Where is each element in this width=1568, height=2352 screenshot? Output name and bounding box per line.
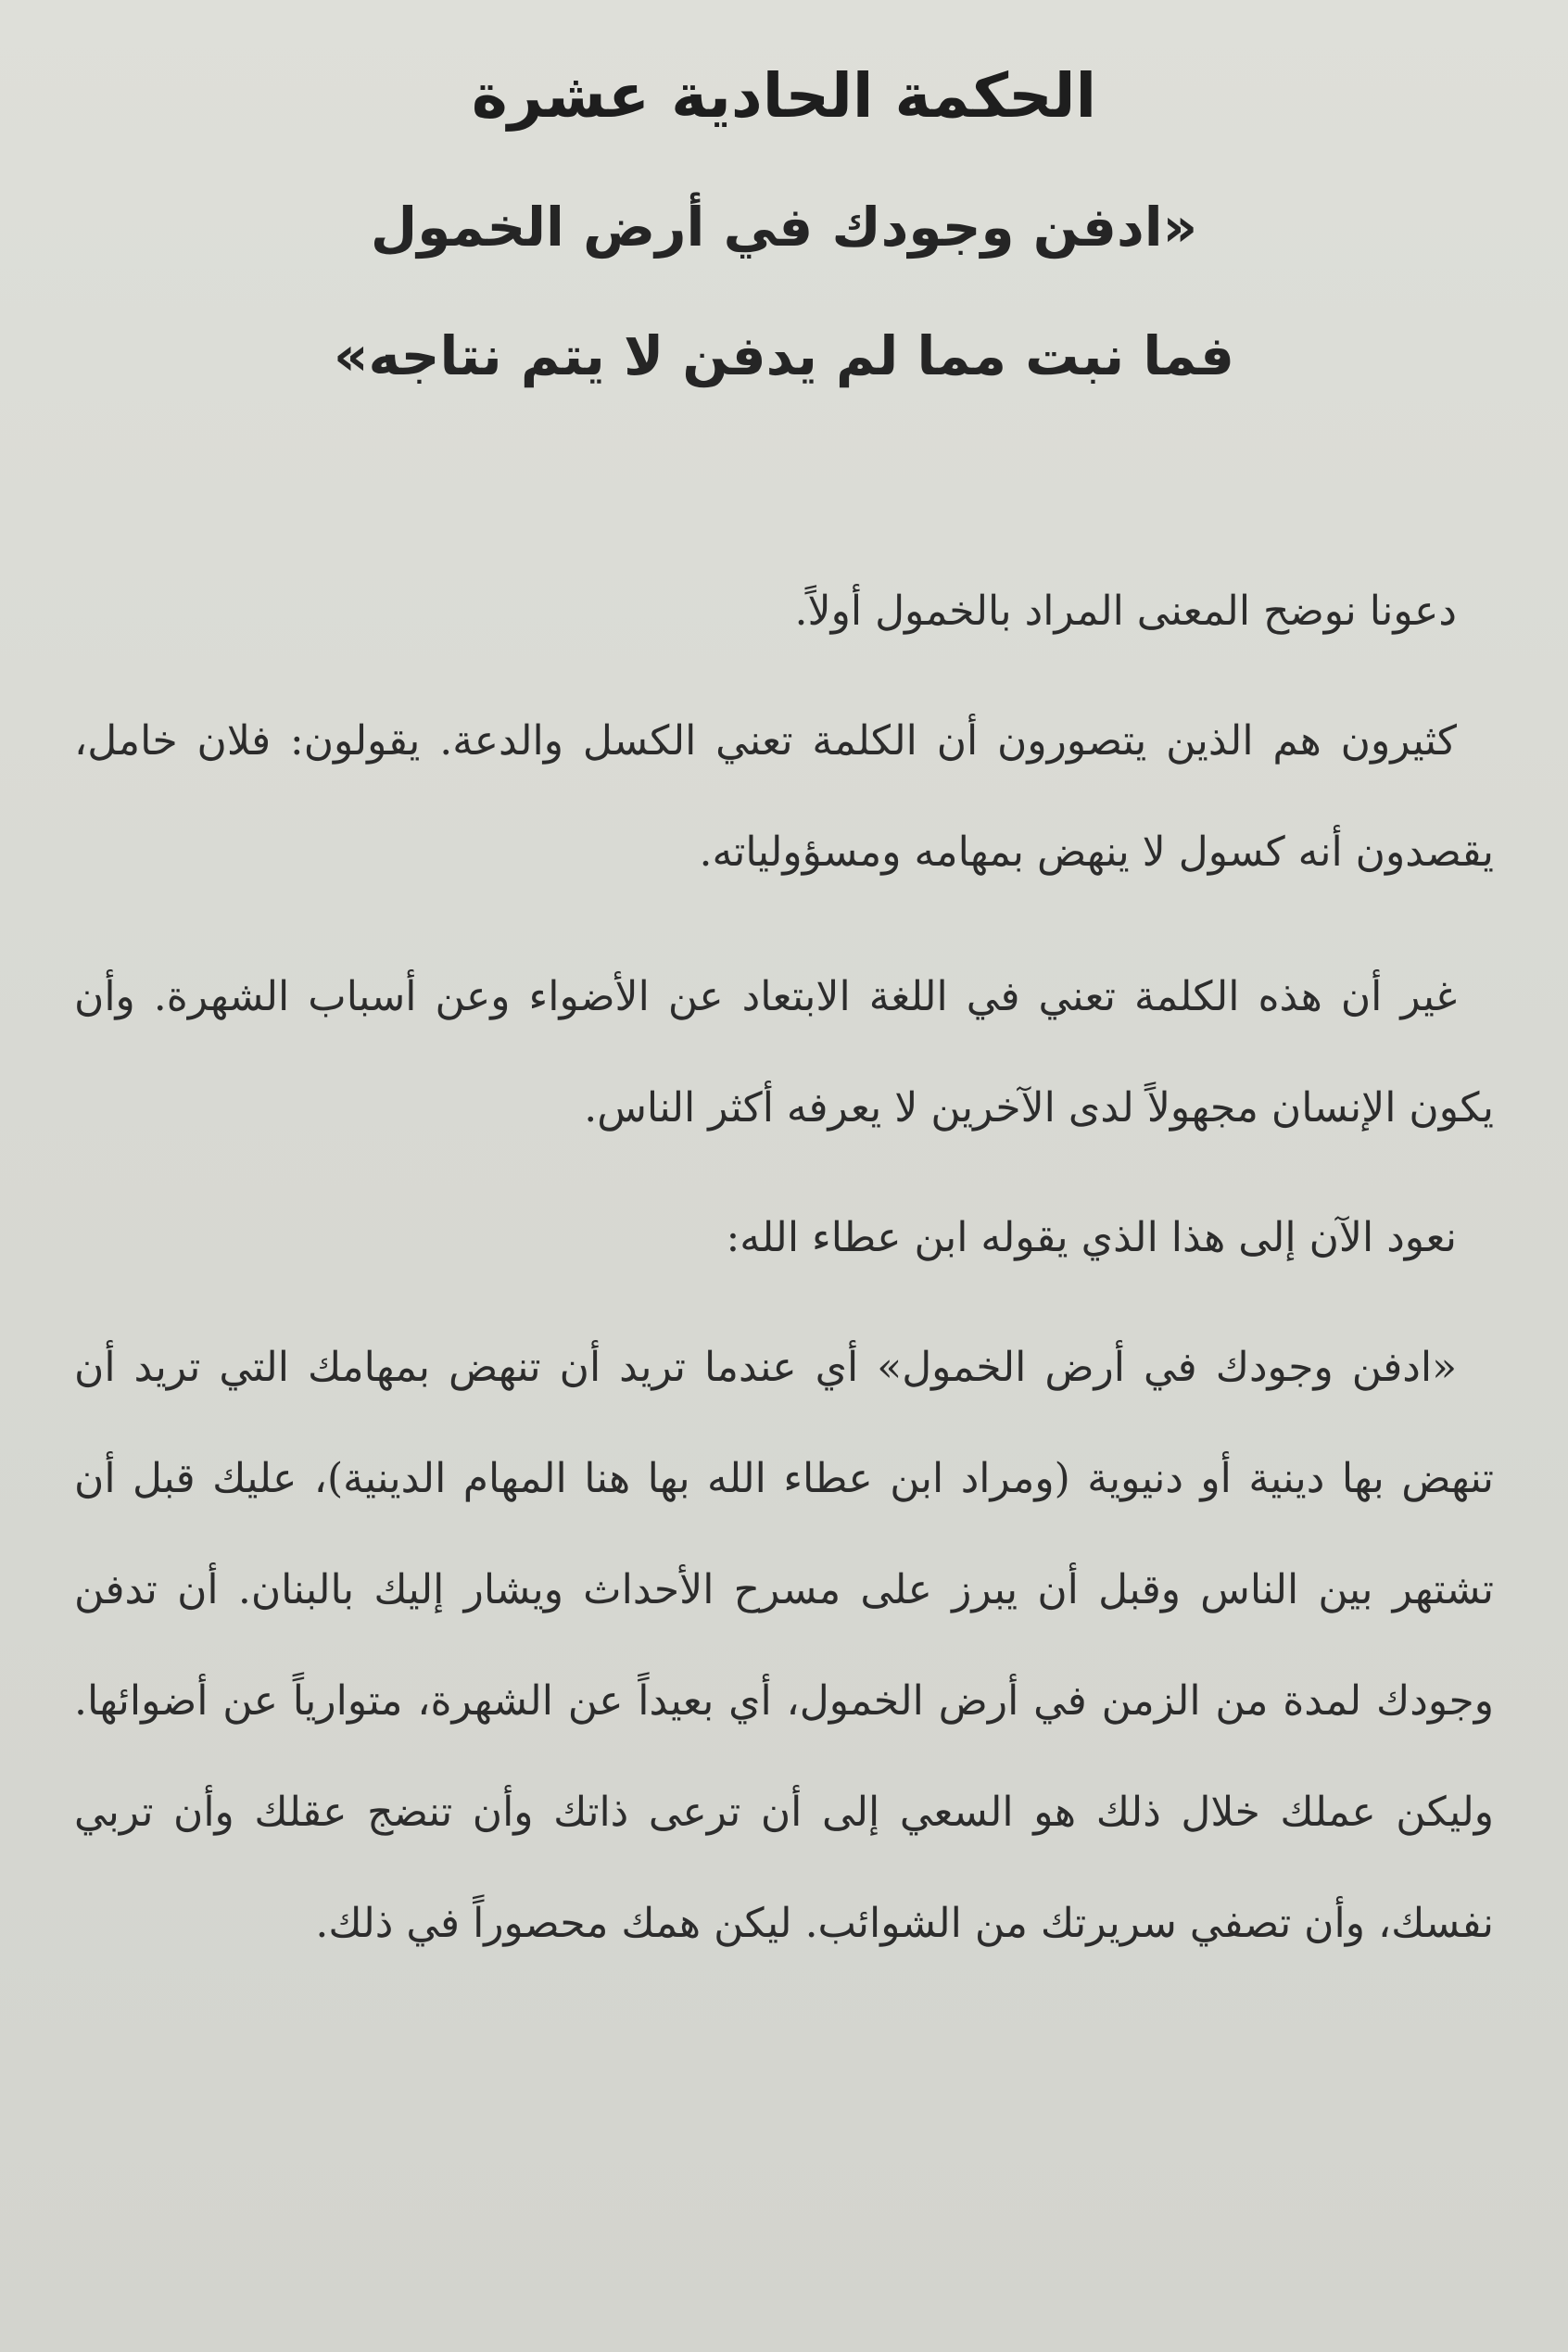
quote-line-2: فما نبت مما لم يدفن لا يتم نتاجه» [334,323,1234,387]
quote-line-1: «ادفن وجودك في أرض الخمول [370,196,1198,259]
paragraph-intro: دعونا نوضح المعنى المراد بالخمول أولاً. [794,588,1457,635]
chapter-title: الحكمة الحادية عشرة [471,60,1097,132]
body-text [74,556,1494,1979]
paragraph-explanation: «ادفن وجودك في أرض الخمول» أي عندما تريد أن تنهض بمهامك التي تريد أن تنهض بها دينية أو دنيوية (ومراد ابن عطاء الله بها هنا المهام الدينية)، عليك قبل أن تشتهر بين الناس وقبل أن يبرز على مسرح الأحداث ويشار إليك بالبنان. أن تدفن وجودك لمدة من الزمن في أرض الخمول، أي بعيداً عن الشهرة، متوارياً عن أضوائها. وليكن عملك خلال ذلك هو السعي إلى أن ترعى ذاتك وأن تنضج عقلك وأن تربي نفسك، وأن تصفي سريرتك من الشوائب. ليكن همك محصوراً في ذلك. [74,1344,1495,1947]
paragraph-return: نعود الآن إلى هذا الذي يقوله ابن عطاء الله: [726,1214,1457,1261]
paragraph-meaning: غير أن هذه الكلمة تعني في اللغة الابتعاد عن الأضواء وعن أسباب الشهرة. وأن يكون الإنسان مجهولاً لدى الآخرين لا يعرفه أكثر الناس. [74,973,1494,1132]
paragraph-misconception: كثيرون هم الذين يتصورون أن الكلمة تعني الكسل والدعة. يقولون: فلان خامل، يقصدون أنه كسول لا ينهض بمهامه ومسؤولياته. [74,717,1494,876]
chapter-heading [0,0,1568,389]
